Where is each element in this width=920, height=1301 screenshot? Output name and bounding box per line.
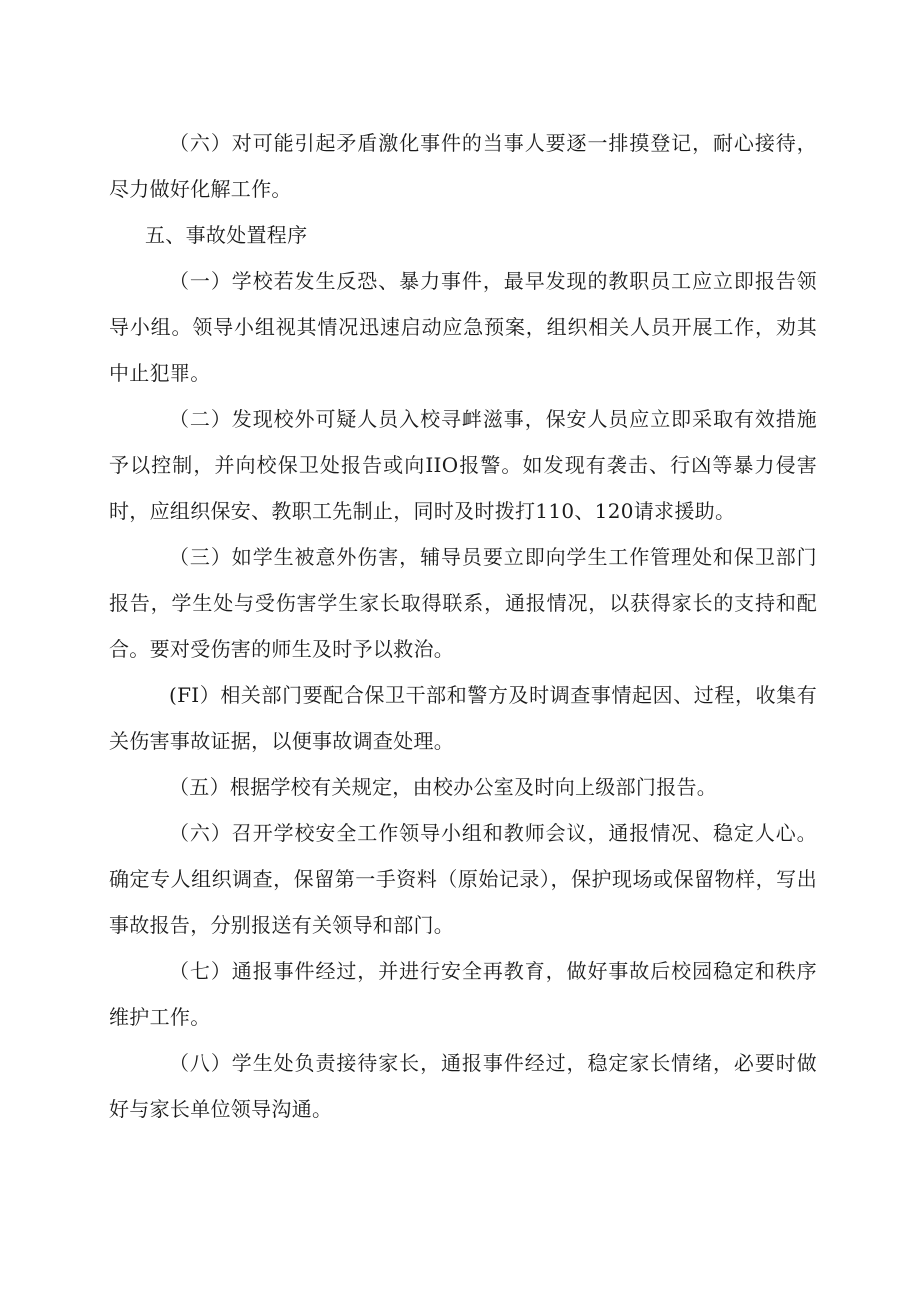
paragraph-1-report: （一）学校若发生反恐、暴力事件，最早发现的教职员工应立即报告领导小组。领导小组视其情况迅速启动应急预案，组织相关人员开展工作，劝其中止犯罪。 — [109, 269, 817, 385]
paragraph-2-intruders: （二）发现校外可疑人员入校寻衅滋事，保安人员应立即采取有效措施予以控制，并向校保卫处报告或向IIO报警。如发现有袭击、行凶等暴力侵害时，应组织保安、教职工先制止，同时及时拨打110、120请求援助。 — [109, 407, 817, 523]
paragraph-4-investigation: (FI）相关部门要配合保卫干部和警方及时调查事情起因、过程，收集有关伤害事故证据，以便事故调查处理。 — [109, 683, 817, 753]
paragraph-7-education: （七）通报事件经过，并进行安全再教育，做好事故后校园稳定和秩序维护工作。 — [109, 959, 817, 1029]
section-heading-procedure: 五、事故处置程序 — [145, 223, 308, 247]
paragraph-8-parents: （八）学生处负责接待家长，通报事件经过，稳定家长情绪，必要时做好与家长单位领导沟通。 — [109, 1051, 817, 1121]
paragraph-6-meeting: （六）召开学校安全工作领导小组和教师会议，通报情况、稳定人心。确定专人组织调查，保留第一手资料（原始记录），保护现场或保留物样，写出事故报告，分别报送有关领导和部门。 — [109, 821, 817, 937]
paragraph-5-reporting: （五）根据学校有关规定，由校办公室及时向上级部门报告。 — [169, 775, 718, 799]
paragraph-3-injury: （三）如学生被意外伤害，辅导员要立即向学生工作管理处和保卫部门报告，学生处与受伤害学生家长取得联系，通报情况，以获得家长的支持和配合。要对受伤害的师生及时予以救治。 — [109, 545, 817, 661]
paragraph-6-mediation: （六）对可能引起矛盾激化事件的当事人要逐一排摸登记，耐心接待，尽力做好化解工作。 — [109, 131, 817, 201]
